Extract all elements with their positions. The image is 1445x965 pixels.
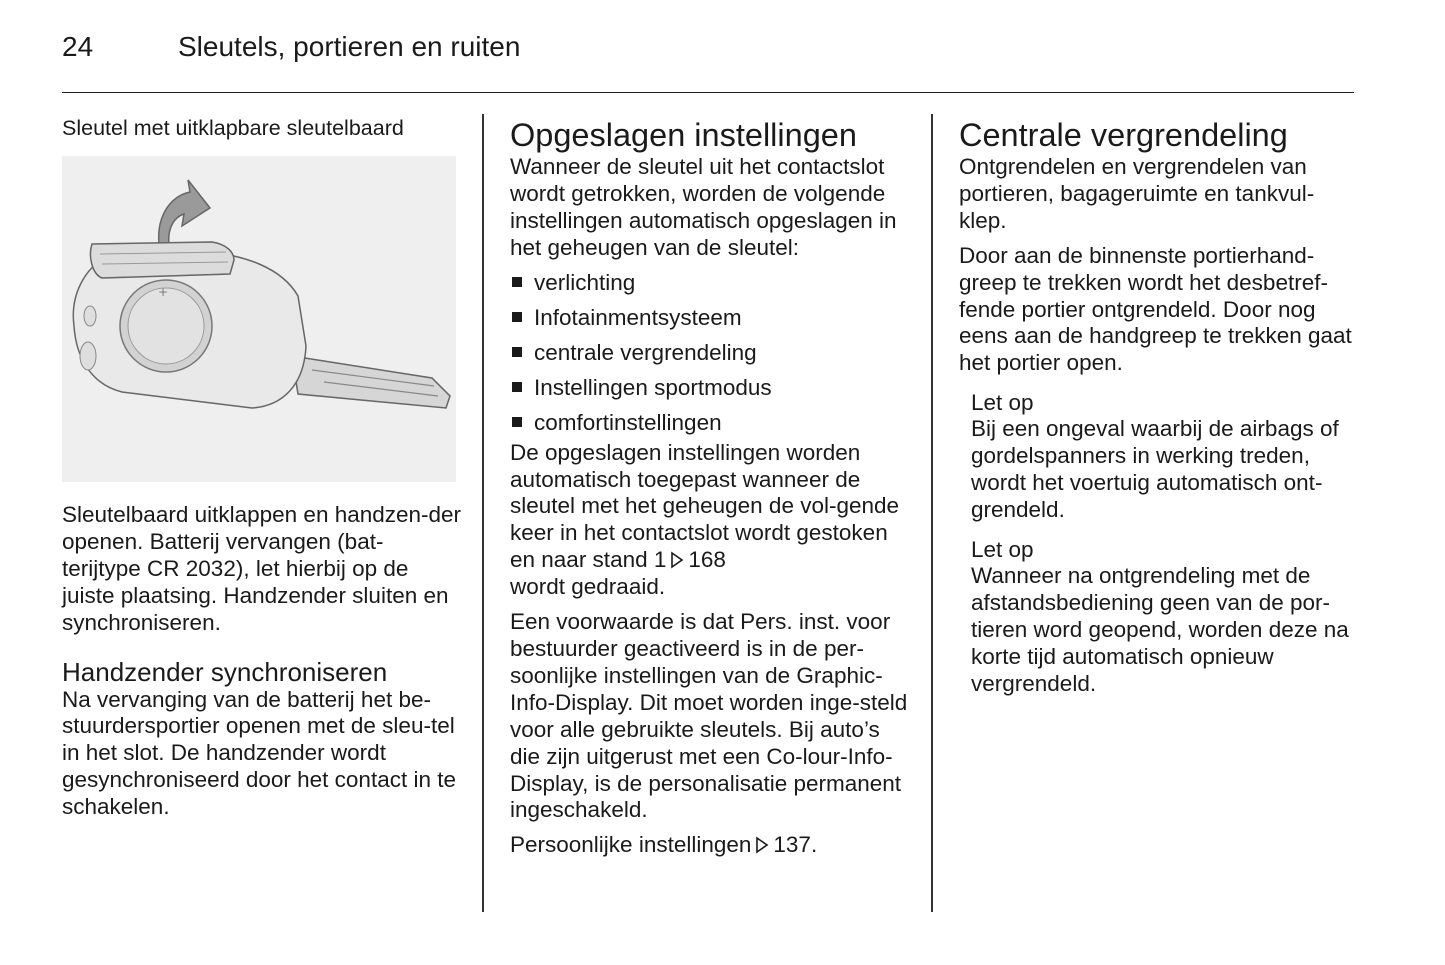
note-box xyxy=(971,389,1359,524)
page-ref-link[interactable]: 137. xyxy=(773,832,818,858)
bullet-icon xyxy=(512,417,522,427)
ignition-position: 1 xyxy=(653,547,667,573)
locking-intro: Ontgrendelen en vergrendelen van portieren, bagageruimte en tankvul-klep. xyxy=(959,154,1315,233)
section-title-settings: Opgeslagen instellingen xyxy=(510,117,857,153)
bullet-icon xyxy=(512,312,522,322)
condition-paragraph: Een voorwaarde is dat Pers. inst. voor bestuurder geactiveerd is in de per-soonlijke instellingen van de Graphic-Info-Display. Dit moet worden inge-steld voor alle gebruikte sleutels. Bij auto’s die zijn uitgerust met een Co-lour-Info-Display, is de personalisatie permanent ingeschakeld. xyxy=(510,609,908,823)
auto-apply-paragraph: De opgeslagen instellingen worden automatisch toegepast wanneer de sleutel met het geheugen de vol-gende keer in het contactslot wordt gestoken en naar stand 1 168 wordt gedraaid. xyxy=(510,439,900,600)
key-battery-icon xyxy=(62,156,456,482)
figure-caption: Sleutel met uitklapbare sleutelbaard xyxy=(62,116,404,140)
column-divider xyxy=(931,114,933,912)
column-right xyxy=(959,114,1359,697)
note-title: Let op xyxy=(971,536,1034,562)
bullet-icon xyxy=(512,277,522,287)
key-illustration xyxy=(62,156,456,482)
sync-paragraph: Na vervanging van de batterij het be-stuurdersportier openen met de sleu-tel in het slot. De handzender wordt gesynchroniseerd door het contact in te schakelen. xyxy=(62,686,456,820)
menu-setting-name: Pers. inst. voor bestuurder xyxy=(510,609,891,661)
list-item: verlichting xyxy=(510,269,910,296)
bullet-icon xyxy=(512,382,522,392)
note-title: Let op xyxy=(971,390,1034,416)
page-ref-link[interactable]: 168 xyxy=(688,547,726,573)
svg-text:+: + xyxy=(158,285,169,299)
list-item: Infotainmentsysteem xyxy=(510,304,910,331)
list-item: centrale vergrendeling xyxy=(510,339,910,366)
column-middle xyxy=(510,114,910,859)
page-number: 24 xyxy=(62,31,94,62)
page-header xyxy=(62,30,1354,93)
chapter-title: Sleutels, portieren en ruiten xyxy=(178,31,521,62)
personal-settings-ref: Persoonlijke instellingen 137. xyxy=(510,832,818,858)
settings-intro: Wanneer de sleutel uit het contactslot wordt getrokken, worden de volgende instellingen automatisch opgeslagen in het geheugen van de sleutel: xyxy=(510,154,897,260)
column-divider xyxy=(482,114,484,912)
list-item: Instellingen sportmodus xyxy=(510,374,910,401)
sync-heading: Handzender synchroniseren xyxy=(62,656,388,687)
note-text: Bij een ongeval waarbij de airbags of gordelspanners in werking treden, wordt het voertuig automatisch ont-grendeld. xyxy=(971,416,1339,522)
note-text: Wanneer na ontgrendeling met de afstandsbediening geen van de por-tieren word geopend, worden deze na korte tijd automatisch opnieuw vergrendeld. xyxy=(971,562,1349,696)
battery-paragraph: Sleutelbaard uitklappen en handzen-der openen. Batterij vervangen (bat-terijtype CR 2032), let hierbij op de juiste plaatsing. Handzender sluiten en synchroniseren. xyxy=(62,502,462,635)
door-handle-paragraph: Door aan de binnenste portierhand-greep te trekken wordt het desbetref-fende portier ontgrendeld. Door nog eens aan de handgreep te trekken gaat het portier open. xyxy=(959,242,1352,376)
list-item: comfortinstellingen xyxy=(510,409,910,436)
bullet-icon xyxy=(512,347,522,357)
column-left xyxy=(62,114,462,821)
page-reference-icon xyxy=(669,551,685,569)
section-title-locking: Centrale vergrendeling xyxy=(959,117,1288,153)
page-reference-icon xyxy=(754,836,770,854)
note-box xyxy=(971,536,1359,698)
settings-list xyxy=(510,269,910,436)
